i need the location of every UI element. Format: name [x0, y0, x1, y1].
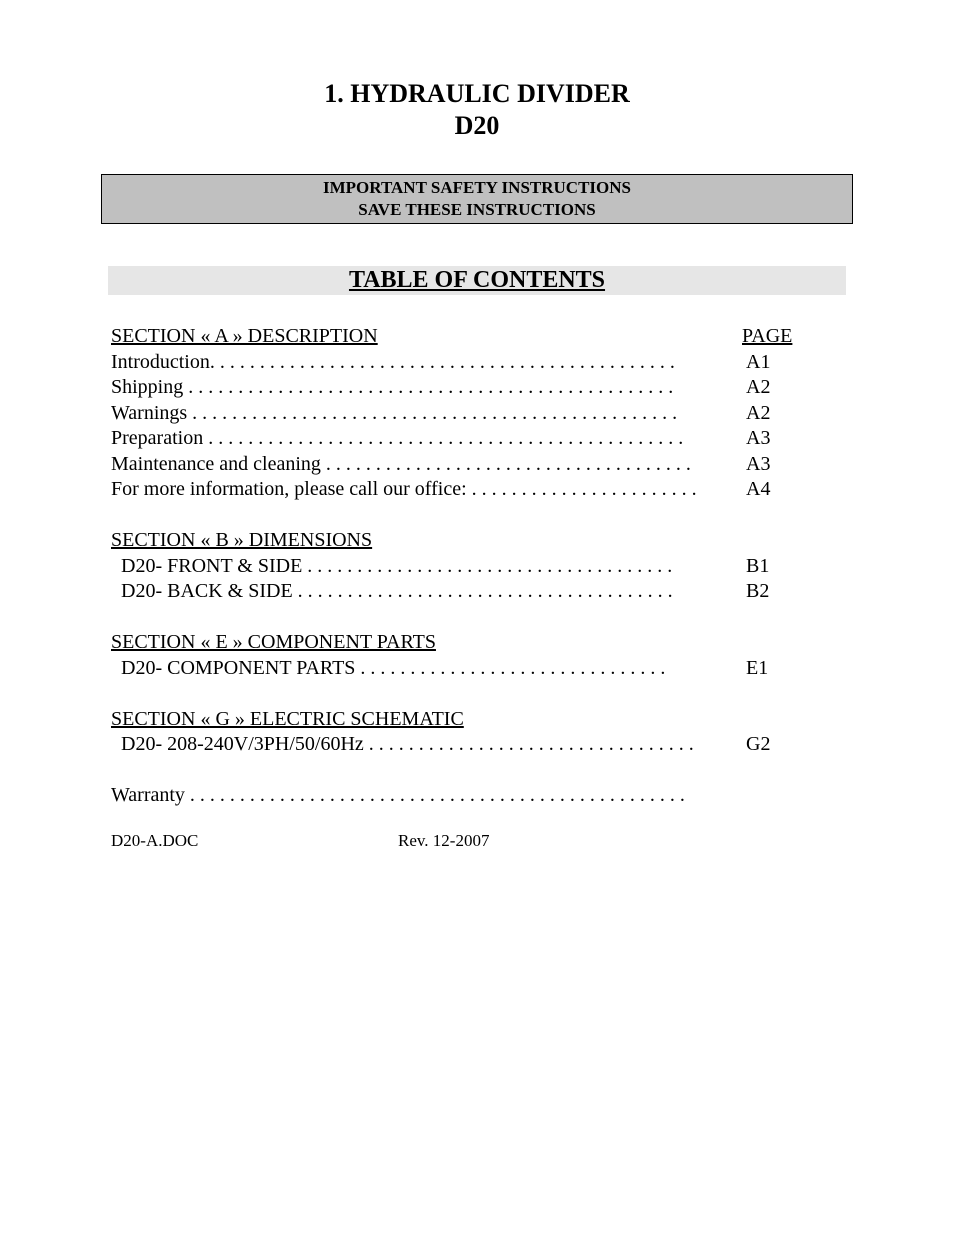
- spacer: [111, 758, 831, 784]
- toc-entry-label: Maintenance and cleaning . . . . . . . . . . . . . . . . . . . . . . . . . . . . . . . . . . . . .: [111, 452, 691, 475]
- toc-entry: [111, 350, 831, 376]
- toc-entry: [111, 375, 831, 401]
- toc-entry: [111, 426, 831, 452]
- section-g-heading: [111, 707, 831, 733]
- toc-entry-label: Introduction. . . . . . . . . . . . . . . . . . . . . . . . . . . . . . . . . . . . . . . . . . . . . . .: [111, 350, 675, 373]
- footer-revision: Rev. 12-2007: [398, 831, 490, 850]
- toc-entry-page: B1: [746, 554, 770, 577]
- toc-entry: [111, 554, 831, 580]
- toc-entry: [111, 401, 831, 427]
- section-e-title: SECTION « E » COMPONENT PARTS: [111, 631, 436, 653]
- section-a-heading: [111, 324, 831, 350]
- toc-entry-label: D20- BACK & SIDE . . . . . . . . . . . . . . . . . . . . . . . . . . . . . . . . . . . . . .: [121, 580, 673, 602]
- document-title: [0, 78, 954, 142]
- toc-entry-page: E1: [746, 656, 769, 679]
- toc-entry-label: For more information, please call our office: . . . . . . . . . . . . . . . . . . . . . . .: [111, 478, 697, 500]
- toc-entry-label: D20- 208-240V/3PH/50/60Hz . . . . . . . . . . . . . . . . . . . . . . . . . . . . . . . . .: [121, 733, 694, 755]
- section-a-title: SECTION « A » DESCRIPTION: [111, 325, 378, 347]
- toc-entry-page: A2: [746, 376, 771, 398]
- toc-heading: TABLE OF CONTENTS: [348, 267, 606, 293]
- toc-entry-page: A3: [746, 452, 771, 475]
- section-g-title: SECTION « G » ELECTRIC SCHEMATIC: [111, 707, 464, 730]
- toc-entry: [111, 579, 831, 605]
- safety-notice-box: [101, 174, 853, 224]
- safety-line-1: IMPORTANT SAFETY INSTRUCTIONS: [323, 178, 631, 197]
- spacer: [111, 681, 831, 707]
- section-b-heading: [111, 528, 831, 554]
- toc-entry: [111, 452, 831, 478]
- title-line-1: 1. HYDRAULIC DIVIDER: [324, 79, 630, 108]
- toc-entry-page: G2: [746, 733, 771, 755]
- toc-entry-page: A1: [746, 350, 771, 373]
- page-column-header: PAGE: [742, 325, 793, 347]
- toc-entry-page: B2: [746, 580, 770, 602]
- title-line-2: D20: [454, 111, 500, 140]
- section-b-title: SECTION « B » DIMENSIONS: [111, 529, 373, 551]
- toc-entry-label: Warnings . . . . . . . . . . . . . . . . . . . . . . . . . . . . . . . . . . . . . . . . . . . . . . . . .: [111, 401, 678, 424]
- toc-entry: [111, 656, 831, 682]
- toc-entry-label: Warranty . . . . . . . . . . . . . . . . . . . . . . . . . . . . . . . . . . . . . . . . . . . . . . . . . .: [111, 784, 685, 806]
- toc-entry-page: A4: [746, 478, 771, 500]
- toc-entry-page: A2: [746, 401, 771, 424]
- section-e-heading: [111, 630, 831, 656]
- toc-heading-band: [108, 266, 846, 295]
- table-of-contents: [111, 324, 831, 809]
- toc-entry-label: D20- FRONT & SIDE . . . . . . . . . . . . . . . . . . . . . . . . . . . . . . . . . . . . .: [121, 554, 673, 577]
- safety-line-2: SAVE THESE INSTRUCTIONS: [358, 200, 596, 219]
- toc-entry: [111, 477, 831, 503]
- toc-entry: [111, 732, 831, 758]
- toc-entry-label: Preparation . . . . . . . . . . . . . . . . . . . . . . . . . . . . . . . . . . . . . . . . . . . . . . . .: [111, 427, 684, 449]
- toc-entry-label: Shipping . . . . . . . . . . . . . . . . . . . . . . . . . . . . . . . . . . . . . . . . . . . . . . . . .: [111, 376, 674, 398]
- toc-entry-warranty: [111, 783, 831, 809]
- spacer: [111, 503, 831, 529]
- spacer: [111, 605, 831, 631]
- toc-entry-page: A3: [746, 427, 771, 449]
- toc-entry-label: D20- COMPONENT PARTS . . . . . . . . . . . . . . . . . . . . . . . . . . . . . . .: [121, 656, 666, 679]
- footer-doc-name: D20-A.DOC: [111, 831, 199, 850]
